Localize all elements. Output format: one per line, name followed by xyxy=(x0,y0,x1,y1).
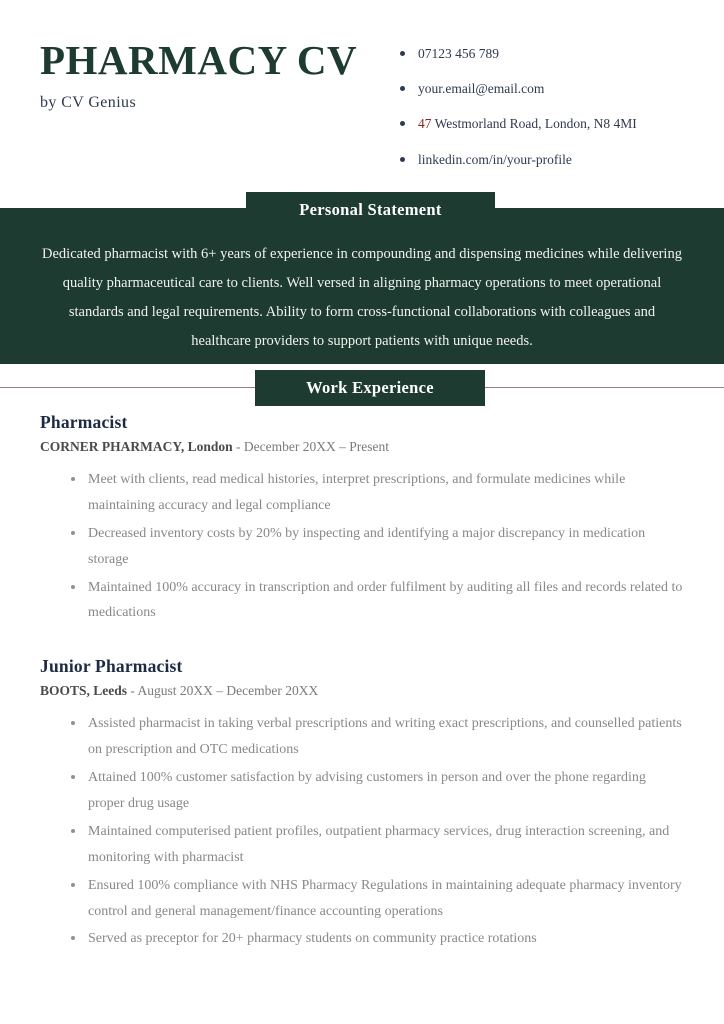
cv-header-identity xyxy=(0,37,400,112)
job-title: Pharmacist xyxy=(40,412,128,432)
contact-address-text: Westmorland Road, London, N8 4MI xyxy=(431,116,637,132)
bullet-dot-icon xyxy=(71,721,75,725)
work-experience-section xyxy=(0,412,724,974)
list-item-text: Maintained 100% accuracy in transcription and order fulfilment by auditing all files and records related to medications xyxy=(88,579,683,621)
job-entry xyxy=(40,656,684,952)
list-item-text: Decreased inventory costs by 20% by inspecting and identifying a major discrepancy in medication storage xyxy=(88,525,646,567)
list-item xyxy=(40,575,684,627)
list-item xyxy=(40,521,684,573)
list-item xyxy=(40,873,684,925)
list-item-text: Attained 100% customer satisfaction by advising customers in person and over the phone regarding proper drug usage xyxy=(88,770,646,812)
personal-statement-body: Dedicated pharmacist with 6+ years of experience in compounding and dispensing medicines while delivering quality pharmaceutical care to clients. Well versed in aligning pharmacy operations to meet operational standards and legal requirements. Ability to form cross-functional collaborations with colleagues and healthcare providers to support patients with unique needs. xyxy=(42,246,682,349)
job-meta xyxy=(40,439,684,455)
job-employer: BOOTS, Leeds xyxy=(40,683,128,699)
job-entry xyxy=(40,412,684,626)
bullet-dot-icon xyxy=(400,86,405,91)
bullet-dot-icon xyxy=(71,936,75,940)
bullet-dot-icon xyxy=(71,883,75,887)
job-meta xyxy=(40,683,684,699)
bullet-dot-icon xyxy=(71,585,75,589)
section-header-work-experience xyxy=(255,370,485,406)
contact-address-flagged-number: 47 xyxy=(418,116,432,132)
job-dates: December 20XX – Present xyxy=(243,439,389,454)
job-title: Junior Pharmacist xyxy=(40,656,183,677)
contact-item-phone xyxy=(400,46,724,62)
list-item xyxy=(40,926,684,952)
contact-item-email[interactable] xyxy=(400,81,724,97)
list-item xyxy=(40,765,684,817)
job-bullet-list xyxy=(40,711,684,952)
section-header-work-experience-label: Work Experience xyxy=(306,378,434,397)
list-item-text: Meet with clients, read medical histories, interpret prescriptions, and formulate medicines while maintaining accuracy and legal compliance xyxy=(88,472,626,513)
bullet-dot-icon xyxy=(71,477,75,481)
list-item xyxy=(40,711,684,763)
bullet-dot-icon xyxy=(400,51,405,56)
bullet-dot-icon xyxy=(71,829,75,833)
contact-item-address xyxy=(400,116,724,132)
contact-item-linkedin[interactable] xyxy=(400,152,724,168)
job-employer: CORNER PHARMACY, London xyxy=(40,439,233,454)
list-item-text: Maintained computerised patient profiles, outpatient pharmacy services, drug interaction screening, and monitoring with pharmacist xyxy=(88,823,670,865)
contact-phone-text: 07123 456 789 xyxy=(418,46,499,61)
contact-block xyxy=(400,40,724,187)
section-header-personal-statement-label: Personal Statement xyxy=(299,200,442,219)
job-meta-separator: - xyxy=(232,439,244,454)
list-item-text: Ensured 100% compliance with NHS Pharmacy Regulations in maintaining adequate pharmacy inventory control and general management/finance accounting operations xyxy=(88,877,682,919)
bullet-dot-icon xyxy=(400,121,405,126)
bullet-dot-icon xyxy=(71,531,75,535)
page-title: PHARMACY CV xyxy=(40,37,358,83)
job-bullet-list xyxy=(40,467,684,626)
list-item xyxy=(40,819,684,871)
job-meta-separator: - xyxy=(127,683,138,699)
cv-byline: by CV Genius xyxy=(40,94,137,111)
list-item xyxy=(40,467,684,519)
contact-linkedin-text: linkedin.com/in/your-profile xyxy=(418,151,572,167)
section-header-personal-statement xyxy=(246,192,495,228)
cv-header xyxy=(0,0,724,192)
list-item-text: Assisted pharmacist in taking verbal prescriptions and writing exact prescriptions, and counselled patients on prescription and OTC medications xyxy=(88,716,682,758)
bullet-dot-icon xyxy=(71,775,75,779)
list-item-text: Served as preceptor for 20+ pharmacy students on community practice rotations xyxy=(88,931,537,947)
contact-email-text: your.email@email.com xyxy=(418,81,545,97)
contact-list xyxy=(400,46,724,168)
bullet-dot-icon xyxy=(400,157,405,162)
job-dates: August 20XX – December 20XX xyxy=(137,683,319,699)
